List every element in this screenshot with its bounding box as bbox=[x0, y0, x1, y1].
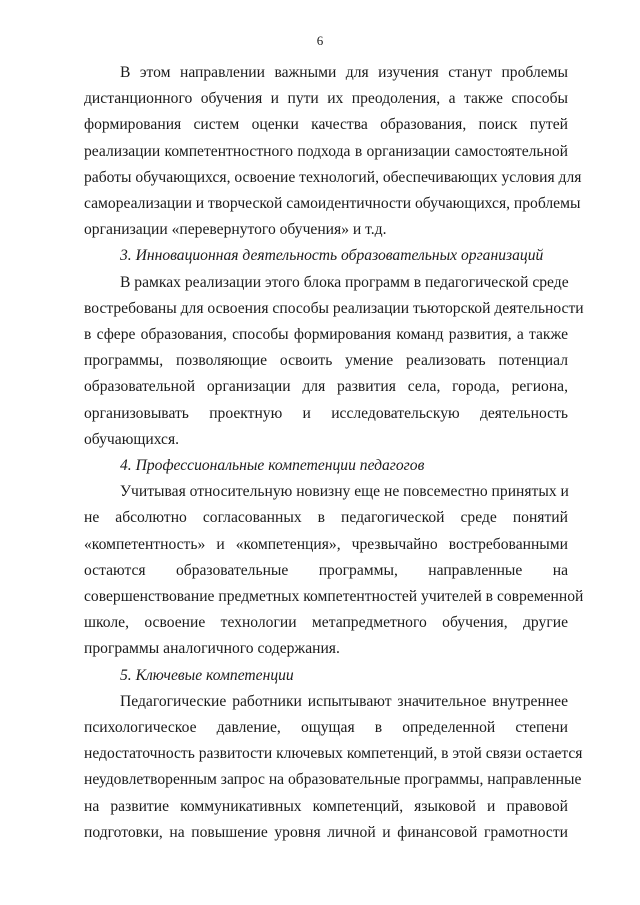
page-number: 6 bbox=[316, 33, 324, 48]
section-heading-4: 4. Профессиональные компетенции педагогов bbox=[120, 457, 425, 475]
text-line: программы, позволяющие освоить умение реализовать потенциал bbox=[84, 352, 568, 370]
document-body bbox=[84, 60, 584, 846]
text-line: на развитие коммуникативных компетенций, языковой и правовой bbox=[84, 797, 568, 815]
text-line: подготовки, на повышение уровня личной и финансовой грамотности bbox=[84, 823, 568, 841]
paragraph-key-competencies bbox=[84, 689, 583, 846]
paragraph-distance-learning bbox=[84, 60, 582, 243]
text-line: В этом направлении важными для изучения станут проблемы bbox=[120, 64, 568, 81]
text-line: в сфере образования, способы формирования команд развития, а также bbox=[84, 326, 568, 344]
text-line: формирования систем оценки качества образования, поиск путей bbox=[84, 116, 568, 134]
text-line: школе, освоение технологии метапредметного обучения, другие bbox=[84, 614, 568, 632]
text-line: востребованы для освоения способы реализации тьюторской деятельности bbox=[84, 299, 584, 317]
text-line: неудовлетворенным запрос на образовательные программы, направленные bbox=[84, 771, 582, 789]
text-line: психологическое давление, ощущая в определенной степени bbox=[84, 719, 568, 737]
text-line: остаются образовательные программы, направленные на bbox=[84, 561, 568, 579]
text-line: программы аналогичного содержания. bbox=[84, 640, 340, 658]
text-line: обучающихся. bbox=[84, 430, 180, 448]
text-line: Учитывая относительную новизну еще не повсеместно принятых и bbox=[120, 483, 569, 501]
paragraph-professional-competencies bbox=[84, 479, 584, 662]
text-line: дистанционного обучения и пути их преодоления, а также способы bbox=[84, 90, 568, 108]
section-heading-5: 5. Ключевые компетенции bbox=[120, 666, 294, 684]
text-line: В рамках реализации этого блока программ в педагогической среде bbox=[120, 273, 569, 291]
section-heading-3: 3. Инновационная деятельность образовательных организаций bbox=[120, 247, 544, 265]
text-line: самореализации и творческой самоидентичности обучающихся, проблемы bbox=[84, 195, 581, 213]
text-line: недостаточность развитости ключевых компетенций, в этой связи остается bbox=[84, 745, 583, 763]
paragraph-innovation bbox=[84, 270, 584, 453]
text-line: «компетентность» и «компетенция», чрезвычайно востребованными bbox=[84, 535, 568, 553]
text-line: работы обучающихся, освоение технологий, обеспечивающих условия для bbox=[84, 168, 582, 186]
text-line: образовательной организации для развития села, города, региона, bbox=[84, 378, 568, 396]
text-line: реализации компетентностного подхода в организации самостоятельной bbox=[84, 142, 568, 160]
text-line: Педагогические работники испытывают значительное внутреннее bbox=[120, 692, 568, 710]
text-line: совершенствование предметных компетентностей учителей в современной bbox=[84, 588, 584, 606]
text-line: организовывать проектную и исследовательскую деятельность bbox=[84, 404, 568, 422]
text-line: организации «перевернутого обучения» и т.д. bbox=[84, 221, 387, 239]
text-line: не абсолютно согласованных в педагогической среде понятий bbox=[84, 509, 568, 527]
